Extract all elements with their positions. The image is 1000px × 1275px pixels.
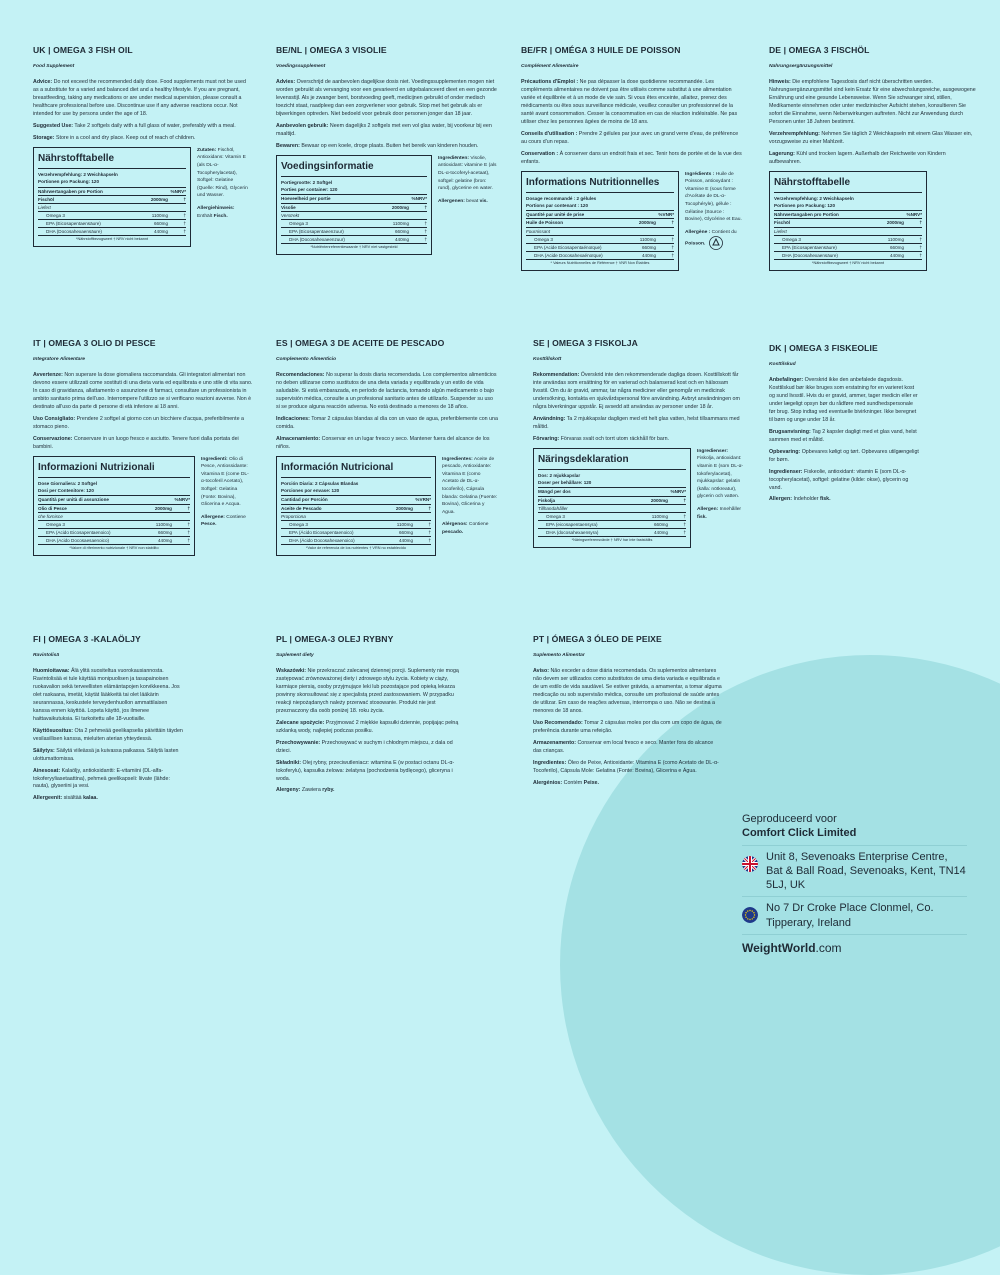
section-title: BE/NL | OMEGA 3 VISOLIE xyxy=(276,45,387,55)
storage-text: Opbevaring: Opbevares køligt og tørt. Opbevares utilgængeligt for børn. xyxy=(769,448,919,463)
table-meta xyxy=(538,472,686,488)
table-title: Informations Nutritionnelles xyxy=(526,175,674,194)
use-text: Uso Recomendado: Tomar 2 cápsulas moles por dia com um copo de água, de preferência durante uma refeição. xyxy=(533,719,722,734)
serving-info: Verzehrempfehlung: 2 Weichkapseln xyxy=(774,196,854,202)
table-row: Olio di Pesce 2000mg † xyxy=(38,505,190,513)
table-row: DHA (Docosahexaeenzuur) 440mg † xyxy=(281,236,427,244)
nutrition-table xyxy=(521,171,679,271)
advice-text: Advies: Overschrijd de aanbevolen dagelijkse dosis niet. Voedingssupplementen mogen niet worden gebruikt als vervanging voor een gevarieerd en uitgebalanceerd dieet en een gezonde levensstijl. Als je zwanger bent, borstvoeding geeft, medicijnen gebruikt of onder medisch toezicht staat, raadpleeg dan een zorgverlener voor gebruik. Stop met het gebruik als er bijwerkingen optreden. Niet bedoeld voor gebruik door personen jonger dan 18 jaar. xyxy=(276,79,497,117)
allergen-text: Alergeny: Zawiera ryby. xyxy=(276,787,335,794)
section-es xyxy=(276,337,498,556)
table-title: Voedingsinformatie xyxy=(281,159,427,178)
brand-logo: WeightWorld.com xyxy=(742,934,967,957)
table-header: Mängd per dos %NRV* xyxy=(538,488,686,496)
storage-text: Storage: Store in a cool and dry place. Keep out of reach of children. xyxy=(33,134,196,141)
table-row: che fornisce xyxy=(38,513,190,521)
ingredients-text: Ingredientes: Aceite de pescado, Antioxidante: Vitamina E (como Acetato de DL-α-tocoferilo), Cápsula blanda: Gelatina (Fuente: Bovina), Glicerina y Agua. xyxy=(442,456,498,515)
ingredients-text: Ingrédients : Huile de Poisson, antioxydant : Vitamine E (sous forme d'Acétate de DL-α-Tocophéryle), gélule : Gélatine (Source : Bovine), Glycérine et Eau. xyxy=(685,171,742,223)
nutrition-table xyxy=(533,448,691,548)
serving-info: Dosage recommandé : 2 gélules xyxy=(526,196,597,202)
storage-text: Conservazione: Conservare in un luogo fresco e asciutto. Tenere fuori dalla portata dei bambini. xyxy=(33,435,239,450)
table-title: Nährstofftabelle xyxy=(38,151,186,170)
table-header: Hoeveelheid per portie %NRV* xyxy=(281,195,427,203)
table-row: Omega 3 1100mg † xyxy=(38,521,190,529)
table-footnote: *Nutriëntenreferentiewaarde † NRV niet vastgesteld xyxy=(310,245,398,250)
advice-text: Recomendaciones: No superar la dosis diaria recomendada. Los complementos alimenticios no deben utilizarse como sustitutos de una dieta variada y equilibrada y un estilo de vida saludable. Si está embarazada, en período de lactancia, tomando algún medicamento o bajo supervisión médica, consulte a un profesional sanitario antes de utilizarlo. Suspender su uso si se produce alguna reacción adversa. No está destinado a menores de 18 años. xyxy=(276,372,497,410)
serving-info: Porties per container: 120 xyxy=(281,187,338,193)
table-footnote: *Valore di riferimento nutrizionale † NRV non stabilito xyxy=(69,546,159,551)
storage-text: Armazenamento: Conservar em local fresco e seco. Manter fora do alcance das crianças. xyxy=(533,739,714,754)
table-meta xyxy=(281,179,427,195)
table-title: Näringsdeklaration xyxy=(538,452,686,471)
section-befr xyxy=(521,44,743,271)
use-text: Uso Consigliato: Prendere 2 softgel al giorno con un bicchiere d'acqua, preferibilmente a stomaco pieno. xyxy=(33,415,244,430)
ingredients-panel xyxy=(201,456,253,534)
storage-text: Bewaren: Bewaar op een koele, droge plaats. Buiten het bereik van kinderen houden. xyxy=(276,142,479,149)
section-subtitle: Kosttillskott xyxy=(533,356,562,362)
section-title: FI | OMEGA 3 -KALAÖLJY xyxy=(33,634,141,644)
section-title: BE/FR | OMÉGA 3 HUILE DE POISSON xyxy=(521,45,681,55)
table-row: Omega 3 1100mg † xyxy=(38,212,186,220)
allergen-text: Allergène : Contient du Poisson. xyxy=(685,229,743,251)
table-row: EPA (Acido Eicosapentaenoico) 660mg † xyxy=(38,529,190,537)
table-row: Omega 3 1100mg † xyxy=(281,521,431,529)
table-meta xyxy=(38,480,190,496)
table-row: DHA (Docosahexaensäure) 440mg † xyxy=(774,252,922,260)
section-it xyxy=(33,337,253,556)
nutrition-table xyxy=(276,155,432,255)
section-subtitle: Voedingssupplement xyxy=(276,63,326,69)
advice-text: Anbefalinger: Overskrid ikke den anbefalede dagsdosis. Kosttilskud bør ikke bruges som erstatning for en varieret kost og sund livsstil. Hvis du er gravid, ammer, tager medicin eller er under lægeligt opsyn bør du rådføre med sundhedspersonale før brug. Stop indtag ved eventuelle bivirkninger. Ikke beregnet til børn og unge under 18 år. xyxy=(769,377,918,423)
ie-address-row xyxy=(742,896,967,934)
section-subtitle: Suplement diety xyxy=(276,652,314,658)
table-row: Omega 3 1100mg † xyxy=(281,220,427,228)
serving-info: Verzehrempfehlung: 2 Weichkapseln xyxy=(38,172,118,178)
nutrition-table xyxy=(276,456,436,556)
section-title: DK | OMEGA 3 FISKEOLIE xyxy=(769,343,878,353)
ingredients-text: Ainesosat: Kalaöljy, antioksidantti: E-vitamiini (DL-alfa-tokoferyyliasetaattina), pehmeä geelikapseli: liivate (lähde: nauta), glyseriini ja vesi. xyxy=(33,767,170,790)
table-row: Huile de Poisson 2000mg † xyxy=(526,219,674,227)
uk-flag-icon xyxy=(742,856,758,872)
storage-text: Conservation : À conserver dans un endroit frais et sec. Tenir hors de portée et de la vue des enfants. xyxy=(521,150,742,165)
section-subtitle: Complément Alimentaire xyxy=(521,63,579,69)
nutrition-table xyxy=(33,147,191,247)
use-text: Zalecane spożycie: Przyjmować 2 miękkie kapsułki dziennie, popijając pełną szklanką wody, najlepiej podczas posiłku. xyxy=(276,719,459,734)
section-title: DE | OMEGA 3 FISCHÖL xyxy=(769,45,870,55)
table-row: Fournissant xyxy=(526,228,674,236)
allergen-text: Allergene: Contiene Pesce. xyxy=(201,514,246,528)
storage-text: Przechowywanie: Przechowywać w suchym i chłodnym miejscu, z dala od dzieci. xyxy=(276,739,453,754)
table-footnote: * Valeurs Nutritionnelles de Référence † VNR Non Établies xyxy=(550,261,650,265)
ingredients-text: Ingredienti: Olio di Pesce, Antiossidante: Vitamina E (come DL-α-tocoferil Acetato), Softgel: Gelatina (Fonte: Bovina), Glicerina e Acqua. xyxy=(201,456,249,508)
table-row: EPA (Eicosapentaensäure) 660mg † xyxy=(38,220,186,228)
section-title: PL | OMEGA-3 OLEJ RYBNY xyxy=(276,634,394,644)
table-row: Verstrekt xyxy=(281,212,427,220)
recycle-icon xyxy=(709,236,723,250)
allergen-text: Alérgenos: Contiene pescado. xyxy=(442,522,489,536)
use-text: Aanbevolen gebruik: Neem dagelijks 2 softgels met een vol glas water, bij voorkeur bij een maaltijd. xyxy=(276,122,492,137)
manufacturer-info xyxy=(742,812,967,957)
section-pl xyxy=(276,633,466,799)
allergen-text: Allergiehinweis: Enthält Fisch. xyxy=(197,205,235,219)
ingredients-panel xyxy=(438,155,498,211)
table-row: DHA (Docosahexaensäure) 440mg † xyxy=(38,228,186,236)
section-title: ES | OMEGA 3 DE ACEITE DE PESCADO xyxy=(276,338,445,348)
section-title: UK | OMEGA 3 FISH OIL xyxy=(33,45,133,55)
table-row: Fiskolja 2000mg † xyxy=(538,497,686,505)
serving-info: Portionen pro Packung: 120 xyxy=(774,203,836,209)
nutrition-table xyxy=(769,171,927,271)
table-row: EPA (eicosapentaensyra) 660mg † xyxy=(538,521,686,529)
section-se xyxy=(533,337,745,548)
section-fi xyxy=(33,633,183,807)
use-text: Indicaciones: Tomar 2 cápsulas blandas al día con un vaso de agua, preferiblemente con una comida. xyxy=(276,415,498,430)
section-subtitle: Integratore Alimentare xyxy=(33,356,85,362)
ie-address: No 7 Dr Croke Place Clonmel, Co. Tipperary, Ireland xyxy=(766,902,934,929)
storage-text: Lagerung: Kühl und trocken lagern. Außerhalb der Reichweite von Kindern aufbewahren. xyxy=(769,150,946,165)
storage-text: Almacenamiento: Conservar en un lugar fresco y seco. Mantener fuera del alcance de los niños. xyxy=(276,435,490,450)
ingredients-panel xyxy=(697,448,745,526)
allergen-text: Allergen: Innehåller fisk. xyxy=(697,506,742,520)
table-row: EPA (Eicosapentaensäure) 660mg † xyxy=(774,244,922,252)
advice-text: Advice: Do not exceed the recommended daily dose. Food supplements must not be used as a substitute for a varied and balanced diet and a healthy lifestyle. If you are pregnant, breastfeeding, taking any medications or are under medical supervision, please consult a healthcare professional before use. Discontinue use if any adverse reactions occur. Not intended for use by persons under the age of 18. xyxy=(33,79,246,117)
serving-info: Doser per behållare: 120 xyxy=(538,480,592,486)
allergen-text: Allergenen: bevat vis. xyxy=(438,198,488,204)
section-subtitle: Kosttilskud xyxy=(769,361,796,367)
storage-text: Förvaring: Förvaras svalt och torrt utom räckhåll för barn. xyxy=(533,435,670,442)
section-title: SE | OMEGA 3 FISKOLJA xyxy=(533,338,638,348)
ingredients-panel xyxy=(197,147,248,225)
section-title: PT | ÓMEGA 3 ÓLEO DE PEIXE xyxy=(533,634,662,644)
use-text: Käyttösuositus: Ota 2 pehmeää geelikapselia päivittäin täyden vesilasillisen kanssa, mieluiten aterian yhteydessä. xyxy=(33,727,183,742)
table-row: DHA (Acido Docosaesaenoico) 440mg † xyxy=(38,537,190,545)
table-meta xyxy=(774,195,922,211)
table-row: Fischöl 2000mg † xyxy=(774,219,922,227)
table-meta xyxy=(38,171,186,187)
table-meta xyxy=(526,195,674,211)
section-uk xyxy=(33,44,248,247)
section-subtitle: Suplemento Alimentar xyxy=(533,652,585,658)
ingredients-text: Ingredienser: Fiskeolie, antioxidant: vitamin E (som DL-α-tocopherylacetat), softgel: gelatine (kilde: okse), glycerin og vand. xyxy=(769,468,909,491)
storage-text: Säilytys: Säilytä viileässä ja kuivassa paikassa. Säilytä lasten ulottumattomissa. xyxy=(33,747,179,762)
serving-info: Porciones por envase: 120 xyxy=(281,488,340,494)
table-row: Aceite de Pescado 2000mg † xyxy=(281,505,431,513)
uk-address-row xyxy=(742,845,967,897)
advice-text: Rekommendation: Överskrid inte den rekommenderade dagliga dosen. Kosttillskott får inte användas som ersättning för en varierad och balanserad kost och en hälsosam livsstil. Om du är gravid, ammar, tar några mediciner eller genomgår en medicinsk undersökning, kontakta en sjukvårdspersonal före användning. Avbryt användningen om några biverkningar uppstår. Ej avsedd att användas av personer under 18 år. xyxy=(533,372,740,410)
table-footnote: *Nährstoffbezugswert † NRV nicht bekannt xyxy=(75,237,149,242)
table-footnote: *Nährstoffbezugswert † NRV nicht bekannt xyxy=(811,261,885,265)
uk-address: Unit 8, Sevenoaks Enterprise Centre, Bat & Ball Road, Sevenoaks, Kent, TN14 5LJ, UK xyxy=(766,850,966,892)
ingredients-text: Składniki: Olej rybny, przeciwutleniacz: witamina E (w postaci octanu DL-α-tokoferylu), kapsułka żelowa: żelatyna (pochodzenia bydlęcego), gliceryna i woda. xyxy=(276,759,455,782)
ingredients-text: Ingredientes: Óleo de Peixe, Antioxidante: Vitamina E (como Acetato de DL-α-Tocoferilo), Cápsula Mole: Gelatina (Fonte: Bovina), Glicerina e Água. xyxy=(533,759,719,774)
ingredients-panel xyxy=(442,456,498,542)
use-text: Suggested Use: Take 2 softgels daily with a full glass of water, preferably with a meal. xyxy=(33,122,236,129)
allergen-text: Alergénios: Contém Peixe. xyxy=(533,779,599,786)
serving-info: Dosi per Contenitore: 120 xyxy=(38,488,94,494)
ingredients-panel xyxy=(685,171,743,256)
section-dk xyxy=(769,342,919,508)
table-row: DHA (docosahexaensyra) 440mg † xyxy=(538,529,686,537)
table-header: Quantità per unità di assunzione %NRV* xyxy=(38,496,190,504)
serving-info: Dos: 2 mjukkapslar xyxy=(538,473,581,479)
advice-text: Wskazówki: Nie przekraczać zalecanej dziennej porcji. Suplementy nie mogą zastępować zrównoważonej diety i zdrowego stylu życia. Kobiety w ciąży, karmiące piersią, osoby przyjmujące leki lub pozostające pod opieką lekarza powinny skonsultować się z specjalistą przed zastosowaniem. W przypadku reakcji niepożądanych należy przerwać stosowanie. Produkt nie jest przeznaczony dla osób poniżej 18. roku życia. xyxy=(276,668,459,714)
table-header: Quantité par unité de prise %VNR* xyxy=(526,211,674,219)
table-row: Omega 3 1100mg † xyxy=(538,513,686,521)
table-header: Cantidad por Porción %VRN* xyxy=(281,496,431,504)
table-header: Nährwertangaben pro Portion %NRV* xyxy=(774,211,922,219)
advice-text: Avvertenze: Non superare la dose giornaliera raccomandata. Gli integratori alimentari non devono essere utilizzati come sostituti di una dieta varia ed equilibrata e uno stile di vita sano. In caso di gravidanza, allattamento o assunzione di farmaci, consultare un professionista in ambito sanitario prima dell'uso. Interrompere l'utilizzo se si verificano reazioni avverse. Non è destinato all'uso da parte di persone di età inferiore ai 18 anni. xyxy=(33,372,253,410)
table-title: Nährstofftabelle xyxy=(774,175,922,194)
table-row: Fischöl 2000mg † xyxy=(38,196,186,204)
table-row: EPA (Ácido Eicosapentaenoico) 660mg † xyxy=(281,529,431,537)
section-benl xyxy=(276,44,498,255)
table-row: DHA (Ácido Docosahexaenoico) 440mg † xyxy=(281,537,431,545)
allergen-text: Allergen: Indeholder fisk. xyxy=(769,496,831,503)
serving-info: Portiegrootte: 2 Softgel xyxy=(281,180,333,186)
table-row: DHA (Acide Docosahexaénoïque) 440mg † xyxy=(526,252,674,260)
table-row: Proporciona xyxy=(281,513,431,521)
ingredients-text: Ingredienser: Fiskolja, antioxidant: vitamin E (som DL-α-tokoferylacetat), mjukkapslar: gelatin (källa: nötkreatur), glycerin och vatten. xyxy=(697,448,744,500)
use-text: Brugsanvisning: Tag 2 kapsler dagligt med et glas vand, helst sammen med et måltid. xyxy=(769,428,917,443)
table-row: Visolie 2000mg † xyxy=(281,204,427,212)
table-row: Liefert xyxy=(38,204,186,212)
section-subtitle: Nahrungsergänzungsmittel xyxy=(769,63,833,69)
table-row: EPA (Acide Eicosapentaénoïque) 660mg † xyxy=(526,244,674,252)
table-row: Omega 3 1100mg † xyxy=(526,236,674,244)
serving-info: Portionen pro Packung: 120 xyxy=(38,179,100,185)
section-subtitle: Food Supplement xyxy=(33,63,75,69)
section-subtitle: Complemento Alimenticio xyxy=(276,356,337,362)
use-text: Verzehrempfehlung: Nehmen Sie täglich 2 Weichkapseln mit einem Glas Wasser ein, vorzugsweise zu einer Mahlzeit. xyxy=(769,130,973,145)
table-footnote: *Näringsreferensvärde † NRV har inte fastställts xyxy=(571,538,653,543)
ingredients-text: Ingrediënten: Visolie, antioxidant: vitamine E (als DL-α-tocoferyl-acetaat), softgel: gelatine (bron: rund), glycerine en water. xyxy=(438,155,497,192)
nutrition-table xyxy=(33,456,195,556)
section-de xyxy=(769,44,979,271)
table-title: Información Nutricional xyxy=(281,460,431,479)
advice-text: Huomioitavaa: Älä ylitä suositeltua vuorokausiannosta. Ravintolisää ei tule käyttää monipuolisen ja tasapainoisen ruokavalion sekä terveellisten elämäntapojen korvikkeena. Jos olet raskaana, imetät, käytät lääkkeitä tai olet lääkärin seurannassa, keskustele terveydenhuollon ammattilaisen kanssa ennen käyttöä. Lopeta käyttö, jos ilmenee haittavaikutuksia. Ei tarkoitettu alle 18-vuotiaille. xyxy=(33,668,180,722)
serving-info: Portions par contenant : 120 xyxy=(526,203,589,209)
table-row: EPA (Eicosapentaeenzuur) 660mg † xyxy=(281,228,427,236)
table-footnote: *Valor de referencia de los nutrientes † VRN no establecido xyxy=(306,546,406,551)
table-row: Tillhandahåller xyxy=(538,505,686,513)
section-subtitle: Ravintolisä xyxy=(33,652,60,658)
table-title: Informazioni Nutrizionali xyxy=(38,460,190,479)
table-meta xyxy=(281,480,431,496)
section-title: IT | OMEGA 3 OLIO DI PESCE xyxy=(33,338,156,348)
allergen-text: Allergeenit: sisältää kalaa. xyxy=(33,795,98,802)
advice-text: Précautions d'Emploi : Ne pas dépasser la dose quotidienne recommandée. Les compléments alimentaires ne doivent pas être utilisés comme substitut à une alimentation variée et équilibrée et à un mode de vie sain. Si vous êtes enceinte, allaitez, prenez des médicaments ou êtes sous surveillance médicale, veuillez consulter un professionnel de la santé avant consommation. Cesser la consommation en cas de réaction indésirable. Ne pas utiliser chez les personnes âgées de moins de 18 ans. xyxy=(521,79,738,125)
table-header: Nährwertangaben pro Portion %NRV* xyxy=(38,188,186,196)
table-row: Omega 3 1100mg † xyxy=(774,236,922,244)
section-pt xyxy=(533,633,723,791)
serving-info: Porción Diaria: 2 Cápsulas Blandas xyxy=(281,481,359,487)
table-row: Liefert xyxy=(774,228,922,236)
use-text: Användning: Ta 2 mjukkapslar dagligen med ett helt glas vatten, helst tillsammans med måltid. xyxy=(533,415,740,430)
serving-info: Dose Giornaliera: 2 Softgel xyxy=(38,481,97,487)
company-name: Comfort Click Limited xyxy=(742,827,857,840)
eu-flag-icon xyxy=(742,907,758,923)
use-text: Conseils d'utilisation : Prendre 2 gélules par jour avec un grand verre d'eau, de préférence au cours d'un repas. xyxy=(521,130,739,145)
advice-text: Aviso: Não exceder a dose diária recomendada. Os suplementos alimentares não devem ser utilizados como substitutos de uma dieta variada e equilibrada e de um estilo de vida saudável. Se estiver grávida, a amamentar, a tomar alguma medicação ou sob supervisão médica, consulte um profissional de saúde antes de utilizar. Em caso de reações adversas, interrompa o uso. Não se destina a menores de 18 anos. xyxy=(533,668,722,714)
ingredients-text: Zutaten: Fischöl, Antioxidans: Vitamin E (als DL-α-Tocopherylacetat), Softgel: Gelatine (Quelle: Rind), Glycerin und Wasser. xyxy=(197,147,248,199)
produced-for-label: Geproduceerd voor xyxy=(742,813,837,825)
advice-text: Hinweis: Die empfohlene Tagesdosis darf nicht überschritten werden. Nahrungsergänzungsmittel sind kein Ersatz für eine abwechslungsreiche, ausgewogene Ernährung und eine gesunde Lebensweise. Wenn Sie schwanger sind, stillen, Medikamente einnehmen oder unter medizinischer Aufsicht stehen, konsultieren Sie sofort die Einnahme, wenn Nebenwirkungen auftreten. Nicht zur Anwendung durch Personen unter 18 Jahren bestimmt. xyxy=(769,79,976,125)
